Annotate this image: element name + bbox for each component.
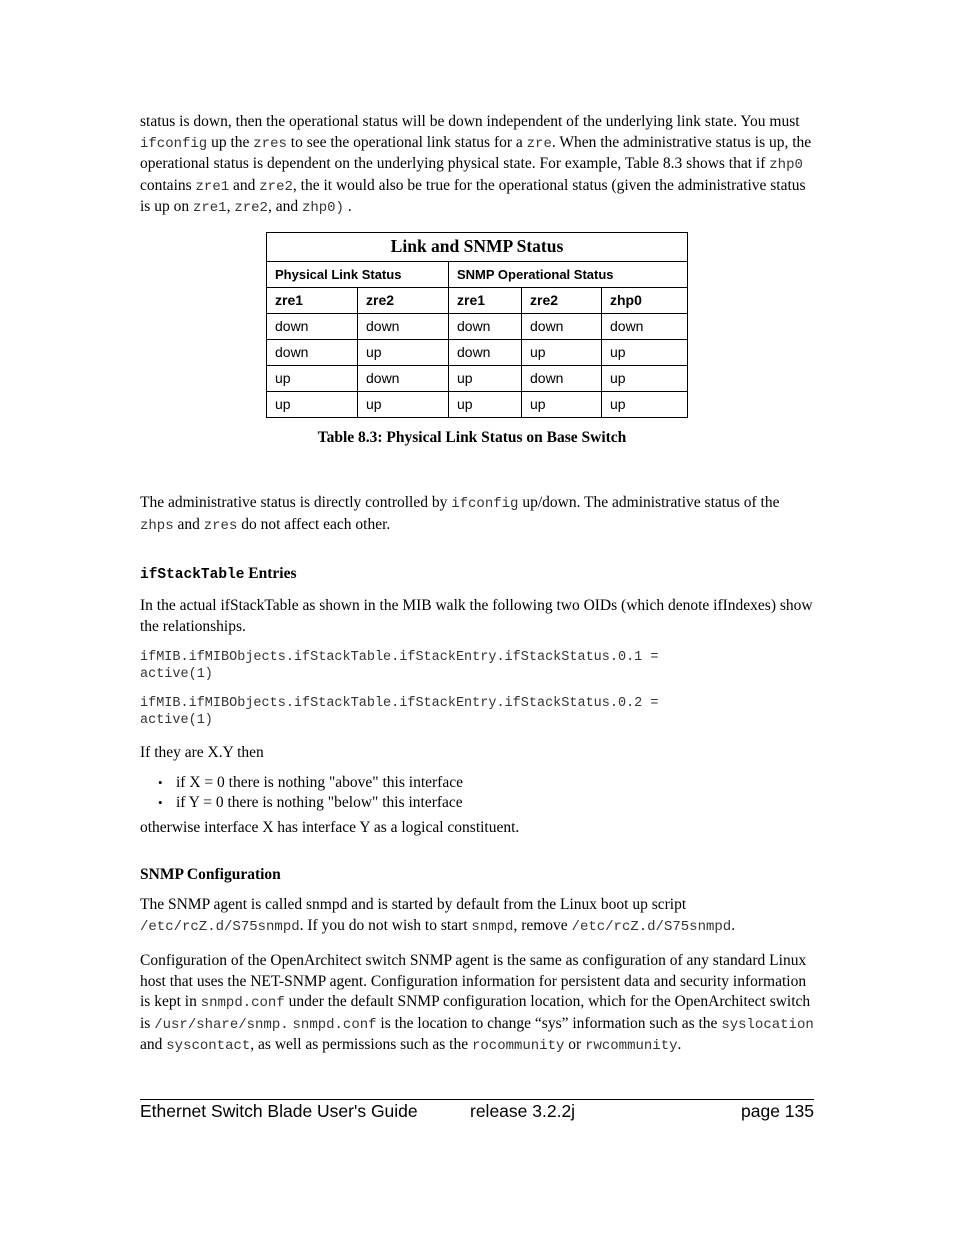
code-block: ifMIB.ifMIBObjects.ifStackTable.ifStackEntry.ifStackStatus.0.1 = active(1) [140, 650, 659, 682]
code-zhps: zhps [140, 517, 174, 534]
footer-title: Ethernet Switch Blade User's Guide [140, 1101, 418, 1121]
code-zre2: zre2 [234, 200, 268, 216]
code-path: /etc/rcZ.d/S75snmpd [140, 918, 300, 935]
text: and [140, 1036, 167, 1053]
table-row [267, 313, 688, 339]
page-footer [140, 1099, 814, 1124]
code-rwcommunity: rwcommunity [585, 1038, 678, 1054]
list-item-text: if X = 0 there is nothing "above" this interface [176, 773, 463, 791]
ifstacktable-heading [140, 564, 816, 585]
ifstack-paragraph: In the actual ifStackTable as shown in the MIB walk the following two OIDs (which denote ifIndexes) show the relationships. [140, 597, 813, 635]
column-header: zre1 [267, 287, 358, 313]
column-header: zre1 [449, 287, 522, 313]
text: . [343, 198, 352, 215]
table-cell: up [602, 365, 688, 391]
table-group-header-row [267, 261, 688, 287]
snmp-configuration-heading: SNMP Configuration [140, 866, 281, 883]
code-block: ifMIB.ifMIBObjects.ifStackTable.ifStackEntry.ifStackStatus.0.2 = active(1) [140, 696, 659, 728]
table-cell: up [267, 391, 358, 417]
snmp-agent-paragraph [140, 895, 816, 937]
admin-status-paragraph [140, 493, 816, 536]
text: do not affect each other. [237, 515, 391, 533]
code-zre1: zre1 [195, 178, 230, 195]
footer-page-number: page 135 [741, 1101, 814, 1121]
code-zre2: zre2 [259, 178, 293, 195]
code-path: /usr/share/snmp. [154, 1016, 289, 1033]
table-cell: down [358, 313, 449, 339]
text: or [564, 1036, 586, 1053]
text: . [677, 1036, 682, 1053]
text: Configuration of the OpenArchitect switch SNMP agent is the same as configuration of any standard Linux host that uses the NET-SNMP agent. Configuration information for persistent data and security information is kept in [140, 952, 807, 1010]
code-zhp0: zhp0) [301, 200, 344, 216]
table-cell: down [522, 365, 602, 391]
text: up/down. The administrative status of the [518, 494, 780, 511]
code-zhp0: zhp0 [769, 157, 803, 173]
column-header: zhp0 [602, 287, 688, 313]
text: up the [207, 133, 254, 151]
code-ifconfig: ifconfig [140, 135, 208, 152]
column-header: zre2 [358, 287, 449, 313]
text: under the default SNMP configuration location, which for the OpenArchitect switch is [140, 993, 811, 1032]
code-zre1: zre1 [192, 200, 227, 216]
list-item [158, 773, 816, 793]
page-body [140, 112, 816, 1057]
table-cell: down [449, 339, 522, 365]
text: and [173, 515, 204, 533]
text: , remove [513, 916, 572, 934]
table-cell: up [522, 391, 602, 417]
code-snmpd-conf: snmpd.conf [292, 1016, 377, 1033]
code-snmpd-conf: snmpd.conf [200, 995, 285, 1011]
table-cell: up [602, 339, 688, 365]
table-cell: up [358, 339, 449, 365]
code-syslocation: syslocation [721, 1016, 814, 1033]
heading-code: ifStackTable [140, 567, 245, 583]
text: status is down, then the operational status will be down independent of the underlying link state. You must [140, 113, 800, 130]
table-row [267, 391, 688, 417]
text: , and [267, 198, 302, 215]
text: The SNMP agent is called snmpd and is started by default from the Linux boot up script [140, 896, 687, 913]
table-cell: up [449, 391, 522, 417]
table-title-row [267, 232, 688, 261]
text: contains [140, 176, 196, 194]
bullet-icon: • [158, 774, 163, 790]
code-rocommunity: rocommunity [471, 1038, 565, 1054]
table-row [267, 339, 688, 365]
text: to see the operational link status for a [286, 133, 527, 151]
list-item [158, 793, 816, 813]
table-cell: up [358, 391, 449, 417]
code-ifconfig: ifconfig [451, 496, 519, 512]
table-row [267, 365, 688, 391]
text: , [226, 198, 235, 215]
table-cell: up [602, 391, 688, 417]
bullet-icon: • [158, 794, 163, 810]
table-cell: up [267, 365, 358, 391]
heading-text: Entries [244, 565, 297, 582]
table-cell: up [449, 365, 522, 391]
table-cell: down [267, 339, 358, 365]
footer-release: release 3.2.2j [470, 1101, 576, 1121]
table-cell: down [358, 365, 449, 391]
text: . If you do not wish to start [299, 916, 472, 934]
text: , as well as permissions such as the [250, 1036, 472, 1053]
table-column-header-row [267, 287, 688, 313]
text: , the it would also be true for the operational status (given the administrative status is up on [140, 176, 806, 215]
bullet-list [140, 773, 816, 813]
table-cell: down [267, 313, 358, 339]
code-zres: zres [253, 135, 287, 152]
code-syscontact: syscontact [166, 1038, 251, 1054]
intro-paragraph [140, 112, 816, 219]
snmp-config-paragraph [140, 951, 816, 1057]
table-cell: down [602, 313, 688, 339]
table-title: Link and SNMP Status [267, 232, 688, 261]
link-status-table [266, 232, 688, 418]
if-they-paragraph: If they are X.Y then [140, 744, 264, 761]
code-zre: zre [526, 135, 552, 152]
code-path: /etc/rcZ.d/S75snmpd [571, 918, 732, 935]
table-cell: down [449, 313, 522, 339]
group-header-snmp: SNMP Operational Status [449, 261, 688, 287]
table-caption: Table 8.3: Physical Link Status on Base Switch [317, 428, 627, 446]
table-cell: down [522, 313, 602, 339]
text: . When the administrative status is up, the operational status is dependent on the underlying physical state. For example, Table 8.3 shows that if [140, 133, 812, 172]
text: and [229, 176, 260, 194]
text: . [731, 916, 736, 934]
list-item-text: if Y = 0 there is nothing "below" this interface [176, 793, 463, 811]
code-zres: zres [203, 517, 238, 534]
group-header-physical: Physical Link Status [267, 261, 449, 287]
code-snmpd: snmpd [471, 918, 514, 935]
table-cell: up [522, 339, 602, 365]
column-header: zre2 [522, 287, 602, 313]
text: is the location to change “sys” information such as the [376, 1014, 722, 1032]
otherwise-paragraph: otherwise interface X has interface Y as a logical constituent. [140, 818, 520, 836]
text: The administrative status is directly controlled by [140, 494, 452, 511]
